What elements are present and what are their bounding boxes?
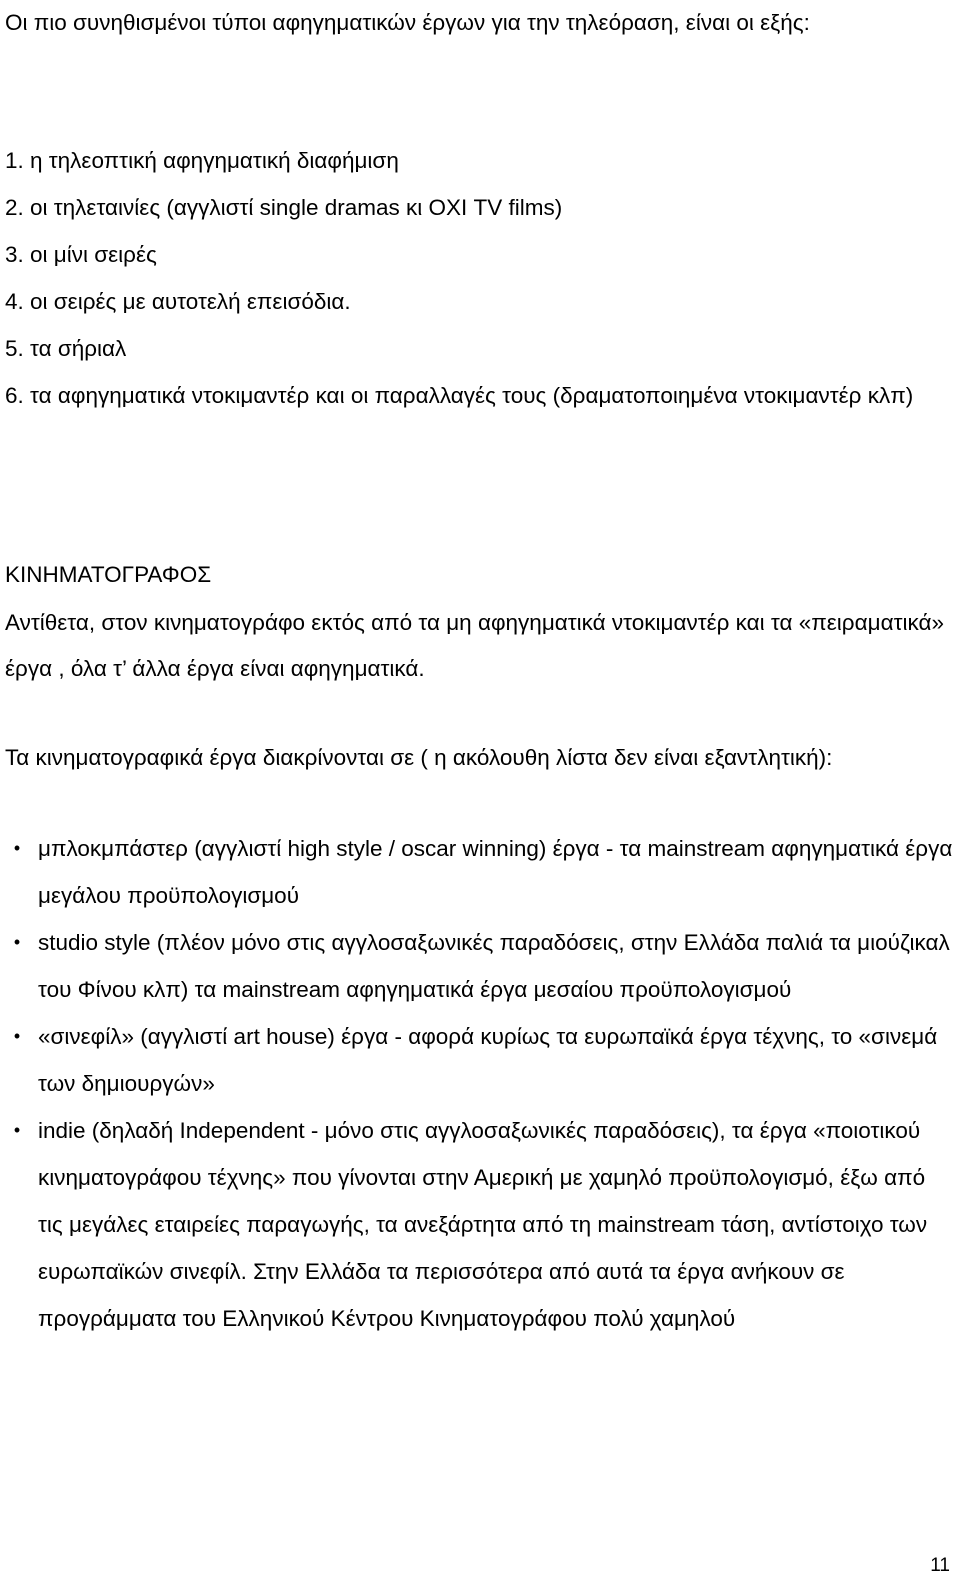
cinema-paragraph: Αντίθετα, στον κινηματογράφο εκτός από τα μη αφηγηματικά ντοκιμαντέρ και τα «πειραματικά» έργα , όλα τ’ άλλα έργα είναι αφηγηματικά.	[5, 610, 944, 681]
list-item: 6. τα αφηγηματικά ντοκιμαντέρ και οι παραλλαγές τους (δραματοποιημένα ντοκιμαντέρ κλπ)	[5, 383, 914, 408]
list-item-text: «σινεφίλ» (αγγλιστί art house) έργα - αφορά κυρίως τα ευρωπαϊκά έργα τέχνης, το «σινεμά των δημιουργών»	[38, 1024, 938, 1096]
list-item: 2. οι τηλεταινίες (αγγλιστί single dramas κι ΟΧΙ TV films)	[5, 195, 563, 220]
list-item	[0, 1013, 955, 1107]
bullet-icon: •	[13, 1120, 21, 1140]
bullet-icon: •	[13, 1026, 21, 1046]
list-item: 5. τα σήριαλ	[5, 336, 127, 361]
tv-types-list	[5, 137, 950, 419]
intro-paragraph: Οι πιο συνηθισμένοι τύποι αφηγηματικών έργων για την τηλεόραση, είναι οι εξής:	[5, 10, 810, 35]
list-item-text: studio style (πλέον μόνο στις αγγλοσαξωνικές παραδόσεις, στην Ελλάδα παλιά τα μιούζικαλ του Φίνου κλπ) τα mainstream αφηγηματικά έργα μεσαίου προϋπολογισμού	[38, 930, 950, 1002]
list-item	[0, 1107, 955, 1342]
films-intro-paragraph: Τα κινηματογραφικά έργα διακρίνονται σε ( η ακόλουθη λίστα δεν είναι εξαντλητική):	[5, 745, 833, 770]
list-item	[0, 919, 955, 1013]
list-item	[0, 825, 955, 919]
list-item-text: μπλοκμπάστερ (αγγλιστί high style / oscar winning) έργα - τα mainstream αφηγηματικά έργα μεγάλου προϋπολογισμού	[38, 836, 953, 908]
film-types-list	[0, 825, 955, 1342]
page-number: 11	[930, 1555, 950, 1576]
list-item: 4. οι σειρές με αυτοτελή επεισόδια.	[5, 289, 351, 314]
list-item-text: indie (δηλαδή Independent - μόνο στις αγγλοσαξωνικές παραδόσεις), τα έργα «ποιοτικού κινηματογράφου τέχνης» που γίνονται στην Αμερική με χαμηλό προϋπολογισμό, έξω από τις μεγάλες εταιρείες παραγωγής, τα ανεξάρτητα από τη mainstream τάση, αντίστοιχο των ευρωπαϊκών σινεφίλ. Στην Ελλάδα τα περισσότερα από αυτά τα έργα ανήκουν σε προγράμματα του Ελληνικού Κέντρου Κινηματογράφου πολύ χαμηλού	[38, 1118, 928, 1331]
list-item: 3. οι μίνι σειρές	[5, 242, 157, 267]
bullet-icon: •	[13, 838, 21, 858]
cinema-heading: ΚΙΝΗΜΑΤΟΓΡΑΦΟΣ	[5, 562, 212, 587]
list-item: 1. η τηλεοπτική αφηγηματική διαφήμιση	[5, 148, 399, 173]
bullet-icon: •	[13, 932, 21, 952]
